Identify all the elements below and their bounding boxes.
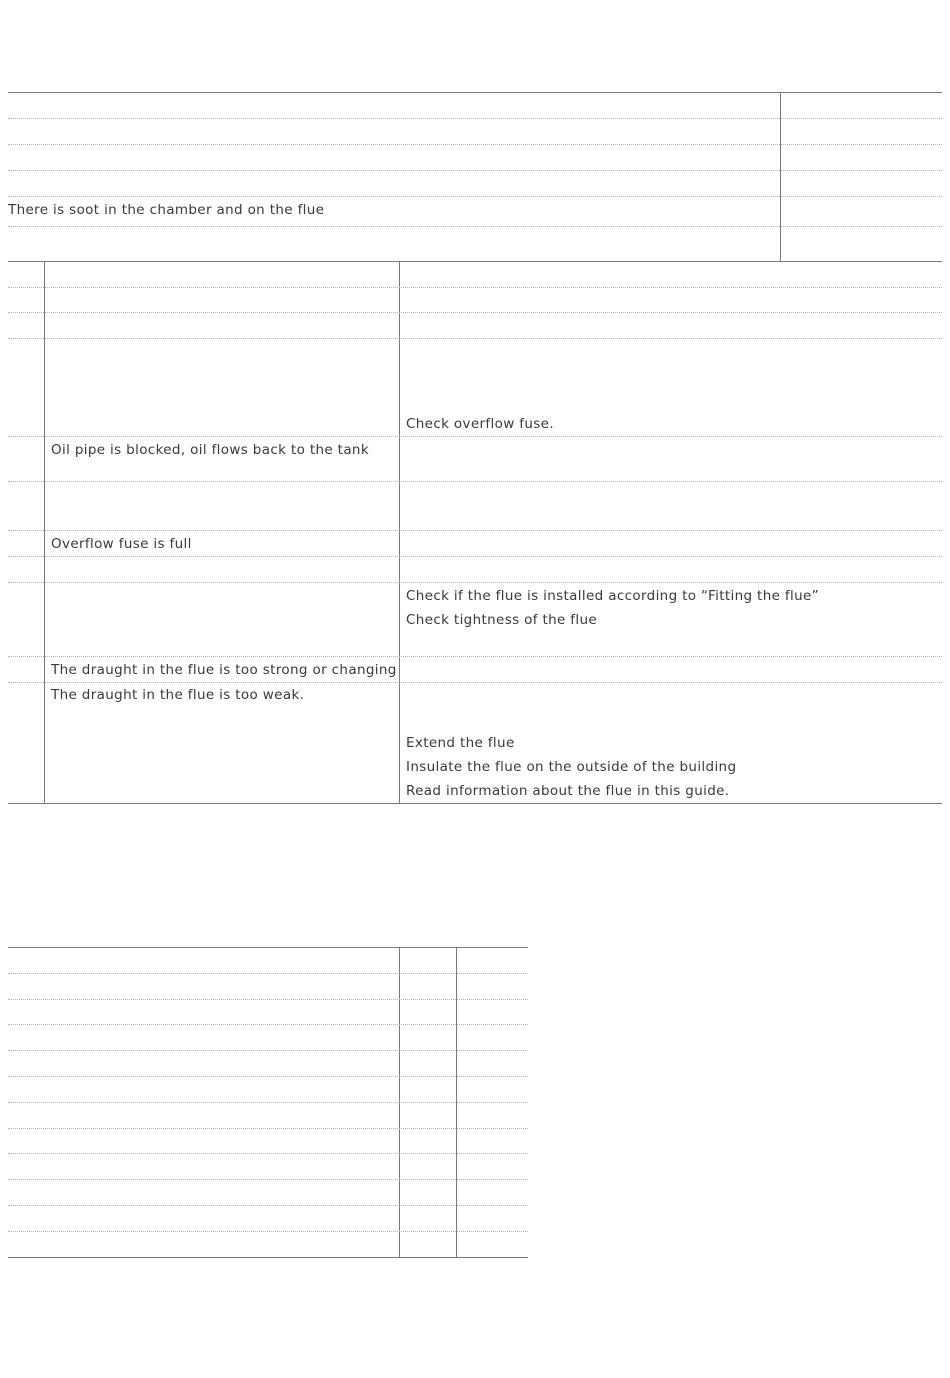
table-1-row-divider: [8, 196, 942, 197]
table-2-row-divider: [8, 656, 942, 657]
table-3-top-rule: [8, 947, 528, 948]
remedy-read-flue-info: Read information about the flue in this guide.: [406, 783, 730, 799]
table-1-row-divider: [8, 226, 942, 227]
remedy-insulate-flue: Insulate the flue on the outside of the building: [406, 759, 737, 775]
table-2-row-divider: [8, 682, 942, 683]
table-3-row-divider: [8, 1205, 528, 1206]
remedy-check-overflow-fuse: Check overflow fuse.: [406, 416, 554, 432]
cause-draught-too-weak: The draught in the flue is too weak.: [51, 687, 305, 703]
table-3-row-divider: [8, 1024, 528, 1025]
remedy-extend-flue: Extend the flue: [406, 735, 515, 751]
table-1-cause-soot: There is soot in the chamber and on the flue: [8, 202, 325, 218]
table-1-row-divider: [8, 118, 942, 119]
table-3-row-divider: [8, 973, 528, 974]
table-3-row-divider: [8, 1179, 528, 1180]
table-3-row-divider: [8, 1128, 528, 1129]
table-2-top-rule: [8, 261, 942, 262]
cause-draught-too-strong: The draught in the flue is too strong or changing: [51, 662, 397, 678]
table-3-row-divider: [8, 1153, 528, 1154]
table-3-row-divider: [8, 1050, 528, 1051]
table-2-column-divider: [399, 261, 400, 803]
cause-overflow-fuse-full: Overflow fuse is full: [51, 536, 192, 552]
table-2-row-divider: [8, 481, 942, 482]
remedy-check-flue-tightness: Check tightness of the flue: [406, 612, 598, 628]
table-3-row-divider: [8, 1102, 528, 1103]
cause-oil-pipe-blocked: Oil pipe is blocked, oil flows back to the tank: [51, 442, 370, 458]
table-1-row-divider: [8, 170, 942, 171]
table-2-row-divider: [8, 530, 942, 531]
table-2-bottom-rule: [8, 803, 942, 804]
table-2-row-divider: [8, 556, 942, 557]
table-2-row-divider: [8, 312, 942, 313]
table-2-row-divider: [8, 582, 942, 583]
table-3-row-divider: [8, 1076, 528, 1077]
table-3-row-divider: [8, 999, 528, 1000]
table-2-column-divider: [44, 261, 45, 803]
table-2-row-divider: [8, 436, 942, 437]
table-2-row-divider: [8, 287, 942, 288]
table-3-bottom-rule: [8, 1257, 528, 1258]
table-1-row-divider: [8, 144, 942, 145]
remedy-check-flue-fitting: Check if the flue is installed according to “Fitting the flue”: [406, 588, 820, 604]
table-3-row-divider: [8, 1231, 528, 1232]
table-2-row-divider: [8, 338, 942, 339]
table-1-top-rule: [8, 92, 942, 93]
